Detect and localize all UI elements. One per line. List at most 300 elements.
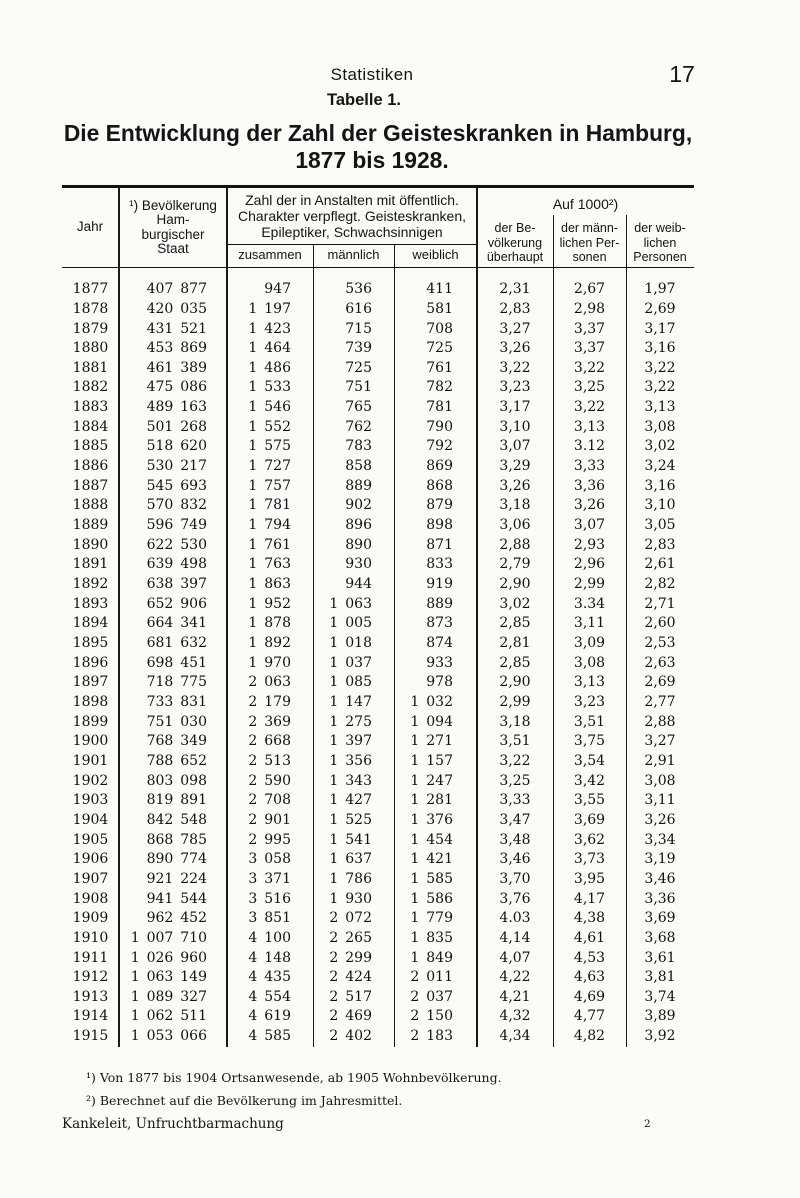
- cell-male: 1 147: [329, 693, 372, 710]
- cell-rate-female: 3,81: [644, 969, 676, 986]
- cell-total: 1 892: [248, 635, 291, 651]
- header-line: der männ-: [561, 221, 618, 236]
- cell-rate-population: 2,79: [499, 556, 531, 573]
- header-line: Zahl der in Anstalten mit öffentlich.: [245, 192, 459, 208]
- header-line: ¹) Bevölkerung: [129, 197, 217, 213]
- cell-rate-male: 3.12: [573, 438, 606, 455]
- table-row: [62, 300, 694, 320]
- cell-rate-population: 3,70: [499, 870, 531, 887]
- cell-rate-female: 3,27: [644, 733, 676, 750]
- cell-rate-male: 2,99: [573, 576, 606, 593]
- cell-year: 1879: [72, 320, 109, 337]
- header-line: burgischer: [141, 226, 205, 242]
- cell-rate-male: 3,09: [573, 635, 606, 651]
- table-row: [62, 280, 694, 300]
- cell-rate-population: 2,99: [499, 693, 531, 710]
- table-row: [62, 378, 694, 398]
- cell-rate-male: 3,07: [573, 517, 606, 534]
- cell-year: 1885: [72, 438, 109, 455]
- cell-female: 1 032: [410, 693, 453, 710]
- cell-female: 708: [426, 320, 453, 337]
- cell-male: 1 930: [329, 890, 372, 907]
- cell-population: 718 775: [146, 674, 207, 691]
- cell-population: 638 397: [146, 576, 207, 593]
- cell-rate-population: 3,25: [499, 772, 531, 789]
- cell-male: 2 402: [329, 1028, 372, 1045]
- cell-female: 873: [426, 615, 453, 632]
- cell-rate-male: 3,54: [573, 752, 606, 769]
- table-row: [62, 320, 694, 340]
- cell-female: 790: [426, 418, 453, 435]
- cell-population: 622 530: [146, 536, 207, 553]
- cell-rate-female: 3,74: [644, 988, 676, 1005]
- cell-year: 1905: [72, 831, 109, 848]
- table-body: [62, 280, 694, 1047]
- cell-male: 1 637: [329, 851, 372, 868]
- header-rate-male: [553, 219, 626, 267]
- cell-rate-female: 3,61: [644, 949, 676, 966]
- cell-male: 2 265: [329, 929, 372, 946]
- header-line: der Be-: [494, 221, 536, 236]
- cell-rate-population: 3,18: [499, 497, 531, 514]
- header-rate-population: [477, 219, 553, 267]
- cell-rate-male: 3,11: [573, 615, 606, 632]
- cell-year: 1904: [72, 811, 109, 828]
- cell-female: 1 454: [410, 831, 453, 848]
- cell-rate-female: 2,82: [644, 576, 676, 593]
- cell-rate-male: 4,82: [573, 1028, 606, 1045]
- cell-rate-population: 4,14: [499, 929, 531, 946]
- cell-rate-male: 3,51: [573, 713, 606, 730]
- cell-rate-population: 3,10: [499, 418, 531, 435]
- cell-year: 1884: [72, 418, 109, 435]
- table-row: [62, 575, 694, 595]
- cell-year: 1908: [72, 890, 109, 907]
- cell-total: 3 851: [248, 910, 291, 927]
- cell-year: 1900: [72, 733, 109, 750]
- cell-rate-male: 3,75: [573, 733, 606, 750]
- cell-female: 1 376: [410, 811, 453, 828]
- header-inpatients: [227, 188, 477, 244]
- cell-rate-population: 4,21: [499, 988, 531, 1005]
- cell-male: 2 469: [329, 1008, 372, 1025]
- cell-rate-population: 2,83: [499, 300, 531, 317]
- cell-total: 4 619: [248, 1008, 291, 1025]
- cell-female: 1 271: [410, 733, 453, 750]
- cell-rate-population: 2,81: [499, 635, 531, 651]
- cell-rate-male: 3,62: [573, 831, 606, 848]
- cell-rate-population: 3,02: [499, 595, 531, 612]
- cell-male: 2 072: [329, 910, 372, 927]
- cell-total: 1 727: [248, 458, 291, 475]
- cell-male: 2 517: [329, 988, 372, 1005]
- cell-rate-female: 2,60: [644, 615, 676, 632]
- cell-rate-female: 2,71: [644, 595, 676, 612]
- cell-total: 1 486: [248, 359, 291, 376]
- cell-rate-population: 2,90: [499, 674, 531, 691]
- cell-female: 725: [426, 340, 453, 357]
- cell-female: 792: [426, 438, 453, 455]
- cell-year: 1882: [72, 379, 109, 396]
- cell-total: 1 552: [248, 418, 291, 435]
- cell-rate-female: 1,97: [644, 281, 676, 298]
- table-row: [62, 949, 694, 969]
- table-row: [62, 831, 694, 851]
- cell-female: 898: [426, 517, 453, 534]
- cell-rate-female: 3,24: [644, 458, 676, 475]
- header-population: [119, 188, 227, 267]
- cell-total: 2 590: [248, 772, 291, 789]
- table-row: [62, 477, 694, 497]
- cell-population: 501 268: [146, 418, 207, 435]
- table-row: [62, 752, 694, 772]
- cell-female: 782: [426, 379, 453, 396]
- table-row: [62, 496, 694, 516]
- cell-rate-population: 3,33: [499, 792, 531, 809]
- cell-year: 1878: [72, 300, 109, 317]
- cell-rate-female: 3,34: [644, 831, 676, 848]
- cell-rate-female: 2,69: [644, 300, 676, 317]
- cell-male: 902: [345, 497, 372, 514]
- cell-year: 1883: [72, 399, 109, 416]
- cell-female: 833: [426, 556, 453, 573]
- cell-female: 2 150: [410, 1008, 453, 1025]
- cell-female: 2 037: [410, 988, 453, 1005]
- cell-rate-population: 4,22: [499, 969, 531, 986]
- cell-population: 819 891: [146, 792, 207, 809]
- cell-rate-population: 3,76: [499, 890, 531, 907]
- table-label: Tabelle 1.: [327, 91, 401, 109]
- cell-rate-population: 3,26: [499, 340, 531, 357]
- cell-population: 639 498: [146, 556, 207, 573]
- cell-rate-population: 3,48: [499, 831, 531, 848]
- cell-population: 652 906: [146, 595, 207, 612]
- cell-female: 879: [426, 497, 453, 514]
- cell-year: 1914: [72, 1008, 109, 1025]
- table-row: [62, 890, 694, 910]
- cell-female: 1 421: [410, 851, 453, 868]
- cell-rate-female: 3,26: [644, 811, 676, 828]
- table-row: [62, 870, 694, 890]
- cell-male: 1 037: [329, 654, 372, 671]
- cell-female: 868: [426, 477, 453, 494]
- cell-population: 596 749: [146, 517, 207, 534]
- cell-rate-male: 2,93: [573, 536, 606, 553]
- table-row: [62, 1007, 694, 1027]
- cell-female: 2 011: [410, 969, 453, 986]
- cell-rate-male: 3,36: [573, 477, 606, 494]
- cell-year: 1910: [72, 929, 109, 946]
- table-row: [62, 693, 694, 713]
- cell-year: 1889: [72, 517, 109, 534]
- cell-total: 4 585: [248, 1028, 291, 1045]
- cell-population: 698 451: [146, 654, 207, 671]
- cell-rate-male: 3,69: [573, 811, 606, 828]
- cell-rate-male: 4,38: [573, 910, 606, 927]
- cell-population: 788 652: [146, 752, 207, 769]
- footnote-2: ²) Berechnet auf die Bevölkerung im Jahresmittel.: [86, 1093, 403, 1108]
- cell-rate-female: 3,92: [644, 1028, 676, 1045]
- cell-female: 978: [426, 674, 453, 691]
- cell-rate-population: 3,51: [499, 733, 531, 750]
- cell-male: 2 424: [329, 969, 372, 986]
- cell-rate-population: 2,85: [499, 654, 531, 671]
- cell-rate-male: 3.34: [573, 595, 606, 612]
- cell-male: 2 299: [329, 949, 372, 966]
- table-row: [62, 772, 694, 792]
- cell-rate-population: 3,07: [499, 438, 531, 455]
- cell-year: 1911: [72, 949, 109, 966]
- cell-total: 1 575: [248, 438, 291, 455]
- cell-year: 1880: [72, 340, 109, 357]
- cell-male: 751: [345, 379, 372, 396]
- table-row: [62, 968, 694, 988]
- cell-female: 581: [426, 300, 453, 317]
- table-row: [62, 1027, 694, 1047]
- cell-total: 2 995: [248, 831, 291, 848]
- cell-rate-population: 3,22: [499, 752, 531, 769]
- cell-population: 941 544: [146, 890, 207, 907]
- table-row: [62, 359, 694, 379]
- cell-male: 1 343: [329, 772, 372, 789]
- cell-rate-female: 3,22: [644, 359, 676, 376]
- cell-rate-female: 3,17: [644, 320, 676, 337]
- cell-population: 664 341: [146, 615, 207, 632]
- cell-rate-male: 3,37: [573, 320, 606, 337]
- cell-rate-male: 3,55: [573, 792, 606, 809]
- cell-rate-population: 3,46: [499, 851, 531, 868]
- header-line: Personen: [633, 250, 687, 265]
- table-row: [62, 536, 694, 556]
- header-total: [227, 244, 313, 267]
- cell-rate-male: 4,17: [573, 890, 606, 907]
- cell-total: 2 369: [248, 713, 291, 730]
- header-per-1000-label: Auf 1000²): [552, 195, 619, 212]
- cell-male: 1 275: [329, 713, 372, 730]
- cell-total: 1 464: [248, 340, 291, 357]
- cell-rate-female: 2,77: [644, 693, 676, 710]
- cell-population: 921 224: [146, 870, 207, 887]
- cell-rate-male: 3,22: [573, 399, 606, 416]
- cell-total: 1 533: [248, 379, 291, 396]
- cell-population: 1 026 960: [130, 949, 207, 966]
- cell-rate-population: 4,07: [499, 949, 531, 966]
- table-row: [62, 437, 694, 457]
- cell-female: 874: [426, 635, 453, 651]
- cell-male: 889: [345, 477, 372, 494]
- footer-author-title: Kankeleit, Unfruchtbarmachung: [62, 1116, 284, 1132]
- cell-total: 1 423: [248, 320, 291, 337]
- cell-population: 842 548: [146, 811, 207, 828]
- cell-year: 1906: [72, 851, 109, 868]
- cell-male: 762: [345, 418, 372, 435]
- cell-male: 930: [345, 556, 372, 573]
- header-line: lichen: [643, 235, 677, 250]
- cell-population: 1 089 327: [130, 988, 207, 1005]
- cell-population: 530 217: [146, 458, 207, 475]
- table-row: [62, 555, 694, 575]
- cell-rate-population: 3,26: [499, 477, 531, 494]
- cell-total: 1 863: [248, 576, 291, 593]
- table-row: [62, 811, 694, 831]
- cell-year: 1891: [72, 556, 109, 573]
- cell-rate-female: 2,91: [644, 752, 676, 769]
- cell-year: 1909: [72, 910, 109, 927]
- cell-rate-female: 3,69: [644, 910, 676, 927]
- header-line: Charakter verpflegt. Geisteskranken,: [238, 208, 466, 224]
- cell-rate-population: 2,88: [499, 536, 531, 553]
- table-row: [62, 634, 694, 654]
- cell-female: 1 281: [410, 792, 453, 809]
- cell-total: 1 546: [248, 399, 291, 416]
- table-row: [62, 732, 694, 752]
- table-row: [62, 673, 694, 693]
- cell-year: 1897: [72, 674, 109, 691]
- cell-rate-population: 2,85: [499, 615, 531, 632]
- header-female-label: weiblich: [412, 247, 459, 263]
- cell-rate-female: 3,22: [644, 379, 676, 396]
- cell-rate-female: 3,11: [644, 792, 676, 809]
- cell-total: 4 435: [248, 969, 291, 986]
- cell-male: 536: [345, 281, 372, 298]
- cell-year: 1899: [72, 713, 109, 730]
- cell-rate-female: 3,02: [644, 438, 676, 455]
- header-year: [62, 188, 118, 267]
- cell-total: 4 554: [248, 988, 291, 1005]
- cell-year: 1901: [72, 752, 109, 769]
- cell-female: 1 157: [410, 752, 453, 769]
- header-year-label: Jahr: [76, 219, 104, 235]
- cell-population: 431 521: [146, 320, 207, 337]
- cell-population: 803 098: [146, 772, 207, 789]
- cell-female: 1 779: [410, 910, 453, 927]
- cell-population: 681 632: [146, 635, 207, 651]
- cell-total: 2 668: [248, 733, 291, 750]
- cell-total: 1 970: [248, 654, 291, 671]
- cell-rate-population: 4.03: [499, 910, 531, 927]
- cell-rate-male: 3,33: [573, 458, 606, 475]
- table-row: [62, 595, 694, 615]
- header-line: lichen Per-: [559, 235, 620, 250]
- cell-male: 783: [345, 438, 372, 455]
- cell-total: 2 708: [248, 792, 291, 809]
- cell-total: 1 952: [248, 595, 291, 612]
- cell-rate-population: 2,31: [499, 281, 531, 298]
- cell-population: 570 832: [146, 497, 207, 514]
- cell-female: 1 586: [410, 890, 453, 907]
- cell-rate-female: 3,46: [644, 870, 676, 887]
- cell-total: 2 063: [248, 674, 291, 691]
- cell-total: 4 148: [248, 949, 291, 966]
- cell-male: 1 397: [329, 733, 372, 750]
- page-number: 17: [669, 61, 695, 87]
- cell-total: 2 179: [248, 693, 291, 710]
- cell-population: 489 163: [146, 399, 207, 416]
- cell-rate-male: 3,13: [573, 418, 606, 435]
- cell-population: 1 062 511: [130, 1008, 207, 1025]
- cell-rate-population: 3,47: [499, 811, 531, 828]
- cell-rate-population: 3,22: [499, 359, 531, 376]
- cell-rate-female: 2,88: [644, 713, 676, 730]
- header-male: [313, 244, 394, 267]
- cell-total: 1 763: [248, 556, 291, 573]
- cell-year: 1892: [72, 576, 109, 593]
- cell-year: 1896: [72, 654, 109, 671]
- cell-year: 1893: [72, 595, 109, 612]
- cell-male: 1 541: [329, 831, 372, 848]
- cell-total: 2 901: [248, 811, 291, 828]
- table-row: [62, 418, 694, 438]
- cell-rate-female: 3,05: [644, 517, 676, 534]
- cell-total: 3 058: [248, 851, 291, 868]
- cell-female: 889: [426, 595, 453, 612]
- table-row: [62, 457, 694, 477]
- cell-population: 461 389: [146, 359, 207, 376]
- table-row: [62, 516, 694, 536]
- cell-rate-female: 3,16: [644, 340, 676, 357]
- table-row: [62, 929, 694, 949]
- cell-rate-female: 3,10: [644, 497, 676, 514]
- cell-male: 1 786: [329, 870, 372, 887]
- cell-population: 1 007 710: [130, 929, 207, 946]
- cell-rate-female: 2,63: [644, 654, 676, 671]
- cell-rate-male: 4,63: [573, 969, 606, 986]
- cell-male: 858: [345, 458, 372, 475]
- cell-total: 3 371: [248, 870, 291, 887]
- cell-total: 1 781: [248, 497, 291, 514]
- cell-female: 1 247: [410, 772, 453, 789]
- cell-rate-population: 3,06: [499, 517, 531, 534]
- cell-rate-population: 3,23: [499, 379, 531, 396]
- cell-rate-population: 2,90: [499, 576, 531, 593]
- cell-rate-population: 4,34: [499, 1028, 531, 1045]
- cell-rate-male: 3,08: [573, 654, 606, 671]
- cell-male: 1 525: [329, 811, 372, 828]
- running-title: Statistiken: [330, 65, 414, 84]
- cell-year: 1907: [72, 870, 109, 887]
- cell-female: 1 585: [410, 870, 453, 887]
- cell-total: 3 516: [248, 890, 291, 907]
- cell-female: 781: [426, 399, 453, 416]
- cell-male: 739: [345, 340, 372, 357]
- table-row: [62, 791, 694, 811]
- header-per-1000: [477, 190, 694, 218]
- cell-rate-male: 3,22: [573, 359, 606, 376]
- cell-population: 751 030: [146, 713, 207, 730]
- cell-female: 869: [426, 458, 453, 475]
- cell-male: 616: [345, 300, 372, 317]
- cell-male: 715: [345, 320, 372, 337]
- cell-female: 761: [426, 359, 453, 376]
- table-row: [62, 398, 694, 418]
- cell-year: 1890: [72, 536, 109, 553]
- header-line: Staat: [157, 241, 189, 256]
- cell-rate-male: 3,26: [573, 497, 606, 514]
- cell-population: 868 785: [146, 831, 207, 848]
- table-row: [62, 909, 694, 929]
- header-line: Ham-: [156, 212, 190, 227]
- cell-rate-female: 3,89: [644, 1008, 676, 1025]
- header-male-label: männlich: [327, 247, 380, 263]
- cell-population: 453 869: [146, 340, 207, 357]
- cell-rate-female: 2,69: [644, 674, 676, 691]
- cell-total: 1 794: [248, 517, 291, 534]
- cell-female: 2 183: [410, 1028, 453, 1045]
- cell-rate-female: 2,53: [644, 635, 676, 651]
- cell-female: 871: [426, 536, 453, 553]
- cell-year: 1902: [72, 772, 109, 789]
- header-line: der weib-: [634, 221, 686, 236]
